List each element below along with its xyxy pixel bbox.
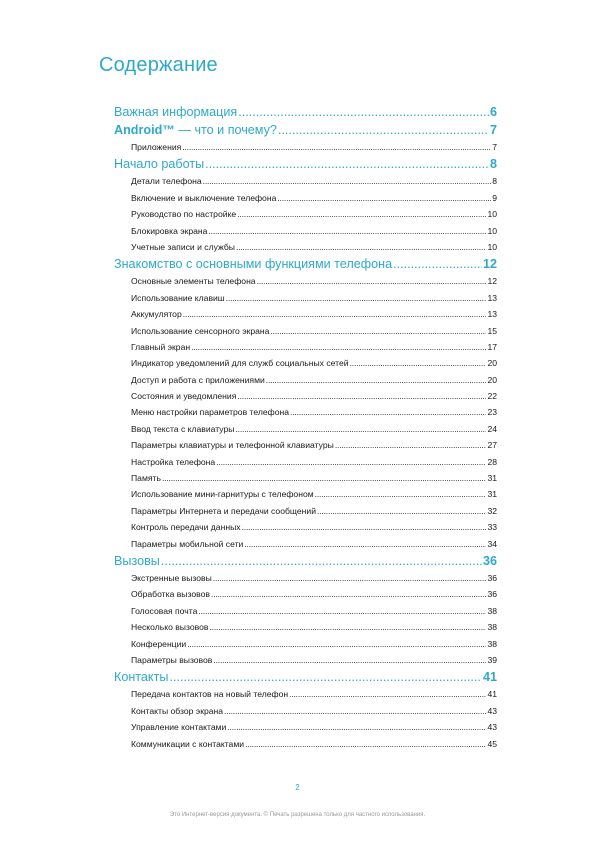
toc-item[interactable]: [114, 736, 497, 752]
toc-item-page: 31: [487, 473, 497, 484]
toc-item[interactable]: [114, 388, 497, 404]
table-of-contents: [114, 103, 497, 752]
toc-section-page: 7: [489, 123, 497, 137]
toc-item[interactable]: [114, 586, 497, 602]
toc-item[interactable]: [114, 703, 497, 719]
dot-leader: [227, 719, 486, 735]
dot-leader: [257, 273, 487, 289]
toc-item[interactable]: [114, 190, 497, 206]
toc-section-title-text: Важная информация: [114, 105, 238, 119]
toc-item[interactable]: [114, 239, 497, 255]
toc-item-label: Детали телефона: [131, 176, 202, 187]
toc-item-label: Голосовая почта: [131, 605, 198, 616]
toc-item[interactable]: [114, 372, 497, 388]
toc-item-page: 39: [487, 654, 497, 665]
page-title: Содержание: [99, 54, 218, 76]
toc-item[interactable]: [114, 454, 497, 470]
toc-item[interactable]: [114, 686, 497, 702]
toc-item-label: Меню настройки параметров телефона: [131, 407, 290, 418]
toc-item-label: Память: [131, 473, 161, 484]
toc-section-page: 6: [489, 105, 497, 119]
toc-item-page: 45: [487, 738, 497, 749]
toc-item-label: Руководство по настройке: [131, 209, 237, 220]
toc-item[interactable]: [114, 719, 497, 735]
toc-item[interactable]: [114, 290, 497, 306]
toc-item[interactable]: [114, 503, 497, 519]
toc-section-title-text: Вызовы: [114, 553, 160, 568]
toc-item[interactable]: [114, 306, 497, 322]
toc-item-label: Коммуникации с контактами: [131, 738, 245, 749]
dot-leader: [236, 239, 486, 255]
dot-leader: [213, 570, 487, 586]
toc-item-label: Обработка вызовов: [131, 589, 210, 600]
dot-leader: [208, 223, 486, 239]
toc-section-page: 8: [489, 157, 497, 172]
toc-item-page: 41: [487, 689, 497, 700]
toc-item-label: Учетные записи и службы: [131, 241, 235, 252]
dot-leader: [205, 155, 489, 173]
toc-item[interactable]: [114, 603, 497, 619]
toc-item-page: 34: [487, 538, 497, 549]
dot-leader: [237, 206, 486, 222]
dot-leader: [289, 686, 486, 702]
dot-leader: [270, 323, 486, 339]
toc-section-title: [114, 103, 237, 121]
dot-leader: [182, 139, 491, 155]
toc-item-page: 27: [487, 440, 497, 451]
toc-item-label: Использование мини-гарнитуры с телефоном: [131, 489, 314, 500]
toc-item-page: 8: [492, 176, 497, 187]
dot-leader: [198, 603, 486, 619]
dot-leader: [203, 173, 492, 189]
toc-section-title: [114, 552, 160, 570]
toc-item-label: Настройка телефона: [131, 456, 216, 467]
toc-item-label: Параметры вызовов: [131, 654, 213, 665]
toc-section-3[interactable]: [114, 155, 497, 173]
toc-item[interactable]: [114, 404, 497, 420]
dot-leader: [244, 536, 486, 552]
dot-leader: [290, 404, 486, 420]
toc-item-page: 31: [487, 489, 497, 500]
toc-section-title-text: Знакомство с основными функциями телефона: [114, 257, 393, 272]
toc-item-label: Использование сенсорного экрана: [131, 325, 270, 336]
toc-item-label: Контроль передачи данных: [131, 522, 241, 533]
toc-item[interactable]: [114, 139, 497, 155]
toc-item-label: Экстренные вызовы: [131, 572, 212, 583]
dot-leader: [216, 454, 486, 470]
toc-item-label: Параметры Интернета и передачи сообщений: [131, 505, 316, 516]
toc-item-label: Ввод текста с клавиатуры: [131, 423, 235, 434]
toc-item-page: 17: [487, 341, 497, 352]
toc-section-page: 36: [482, 553, 497, 568]
dot-leader: [162, 470, 487, 486]
toc-item-page: 9: [492, 192, 497, 203]
toc-section-title-text: — что и почему?: [174, 123, 277, 137]
toc-section-title: [114, 668, 168, 686]
toc-item-page: 22: [487, 391, 497, 402]
toc-item[interactable]: [114, 519, 497, 535]
dot-leader: [238, 103, 489, 121]
toc-item[interactable]: [114, 486, 497, 502]
dot-leader: [224, 703, 486, 719]
dot-leader: [242, 519, 487, 535]
toc-section-1[interactable]: [114, 103, 497, 121]
toc-item[interactable]: [114, 421, 497, 437]
toc-item-page: 7: [492, 142, 497, 152]
dot-leader: [183, 306, 487, 322]
toc-item[interactable]: [114, 339, 497, 355]
toc-item-page: 38: [487, 605, 497, 616]
dot-leader: [278, 121, 489, 139]
toc-item-page: 38: [487, 638, 497, 649]
toc-item[interactable]: [114, 206, 497, 222]
toc-item-page: 12: [487, 276, 497, 287]
dot-leader: [393, 255, 482, 273]
toc-item-label: Состояния и уведомления: [131, 391, 237, 402]
toc-item-label: Аккумулятор: [131, 309, 182, 320]
toc-item[interactable]: [114, 437, 497, 453]
dot-leader: [335, 437, 487, 453]
footer-note: Это Интернет-версия документа. © Печать разрешена только для частного использования.: [169, 812, 426, 818]
toc-item-page: 13: [487, 292, 497, 303]
dot-leader: [237, 388, 486, 404]
dot-leader: [235, 421, 486, 437]
toc-section-page: 41: [482, 670, 497, 685]
dot-leader: [226, 290, 487, 306]
toc-item-label: Параметры мобильной сети: [131, 538, 244, 549]
toc-item[interactable]: [114, 570, 497, 586]
dot-leader: [169, 668, 482, 686]
toc-item-page: 24: [487, 423, 497, 434]
dot-leader: [187, 636, 486, 652]
toc-item-label: Использование клавиш: [131, 292, 225, 303]
dot-leader: [191, 339, 486, 355]
dot-leader: [209, 619, 486, 635]
dot-leader: [317, 503, 486, 519]
toc-item-page: 20: [487, 374, 497, 385]
toc-item[interactable]: [114, 619, 497, 635]
toc-section-title-bold: Android™: [114, 123, 175, 137]
dot-leader: [277, 190, 491, 206]
toc-item-label: Контакты обзор экрана: [131, 705, 224, 716]
toc-item-page: 32: [487, 505, 497, 516]
toc-item-page: 10: [487, 241, 497, 252]
page-number: 2: [295, 783, 300, 792]
toc-section-page: 12: [482, 257, 497, 272]
dot-leader: [350, 355, 487, 371]
toc-item-page: 36: [487, 572, 497, 583]
toc-item-page: 13: [487, 309, 497, 320]
toc-section-title-text: Контакты: [114, 670, 169, 685]
dot-leader: [266, 372, 487, 388]
toc-item-label: Включение и выключение телефона: [131, 192, 277, 203]
dot-leader: [245, 736, 486, 752]
dot-leader: [161, 552, 482, 570]
toc-section-5[interactable]: [114, 552, 497, 570]
toc-item-page: 10: [487, 225, 497, 236]
toc-item-page: 28: [487, 456, 497, 467]
toc-item-label: Конференции: [131, 638, 187, 649]
dot-leader: [213, 652, 486, 668]
toc-item-label: Несколько вызовов: [131, 622, 209, 633]
toc-item-label: Доступ и работа с приложениями: [131, 374, 265, 385]
toc-item-page: 38: [487, 622, 497, 633]
dot-leader: [315, 486, 487, 502]
toc-item[interactable]: [114, 223, 497, 239]
toc-item-page: 43: [487, 722, 497, 733]
toc-item[interactable]: [114, 323, 497, 339]
toc-item-label: Главный экран: [131, 341, 191, 352]
toc-item-page: 36: [487, 589, 497, 600]
dot-leader: [211, 586, 487, 602]
toc-item-label: Управление контактами: [131, 722, 227, 733]
toc-section-title: [114, 155, 204, 173]
toc-item-page: 23: [487, 407, 497, 418]
toc-item[interactable]: [114, 470, 497, 486]
toc-item[interactable]: [114, 173, 497, 189]
toc-item-page: 20: [487, 358, 497, 369]
toc-item[interactable]: [114, 636, 497, 652]
toc-item-label: Параметры клавиатуры и телефонной клавиатуры: [131, 440, 334, 451]
toc-section-4[interactable]: [114, 255, 497, 273]
toc-item[interactable]: [114, 652, 497, 668]
toc-item-label: Передача контактов на новый телефон: [131, 689, 289, 700]
toc-item[interactable]: [114, 273, 497, 289]
toc-item-page: 15: [487, 325, 497, 336]
toc-section-6[interactable]: [114, 668, 497, 686]
toc-item[interactable]: [114, 536, 497, 552]
toc-item[interactable]: [114, 355, 497, 371]
toc-item-label: Блокировка экрана: [131, 225, 208, 236]
toc-section-2[interactable]: [114, 121, 497, 139]
toc-item-label: Приложения: [131, 142, 182, 152]
toc-item-page: 10: [487, 209, 497, 220]
toc-item-page: 33: [487, 522, 497, 533]
toc-item-label: Индикатор уведомлений для служб социальных сетей: [131, 358, 349, 369]
toc-item-page: 43: [487, 705, 497, 716]
toc-section-title: [114, 255, 392, 273]
toc-section-title-text: Начало работы: [114, 157, 205, 172]
toc-section-title: [114, 121, 277, 139]
toc-item-label: Основные элементы телефона: [131, 276, 256, 287]
